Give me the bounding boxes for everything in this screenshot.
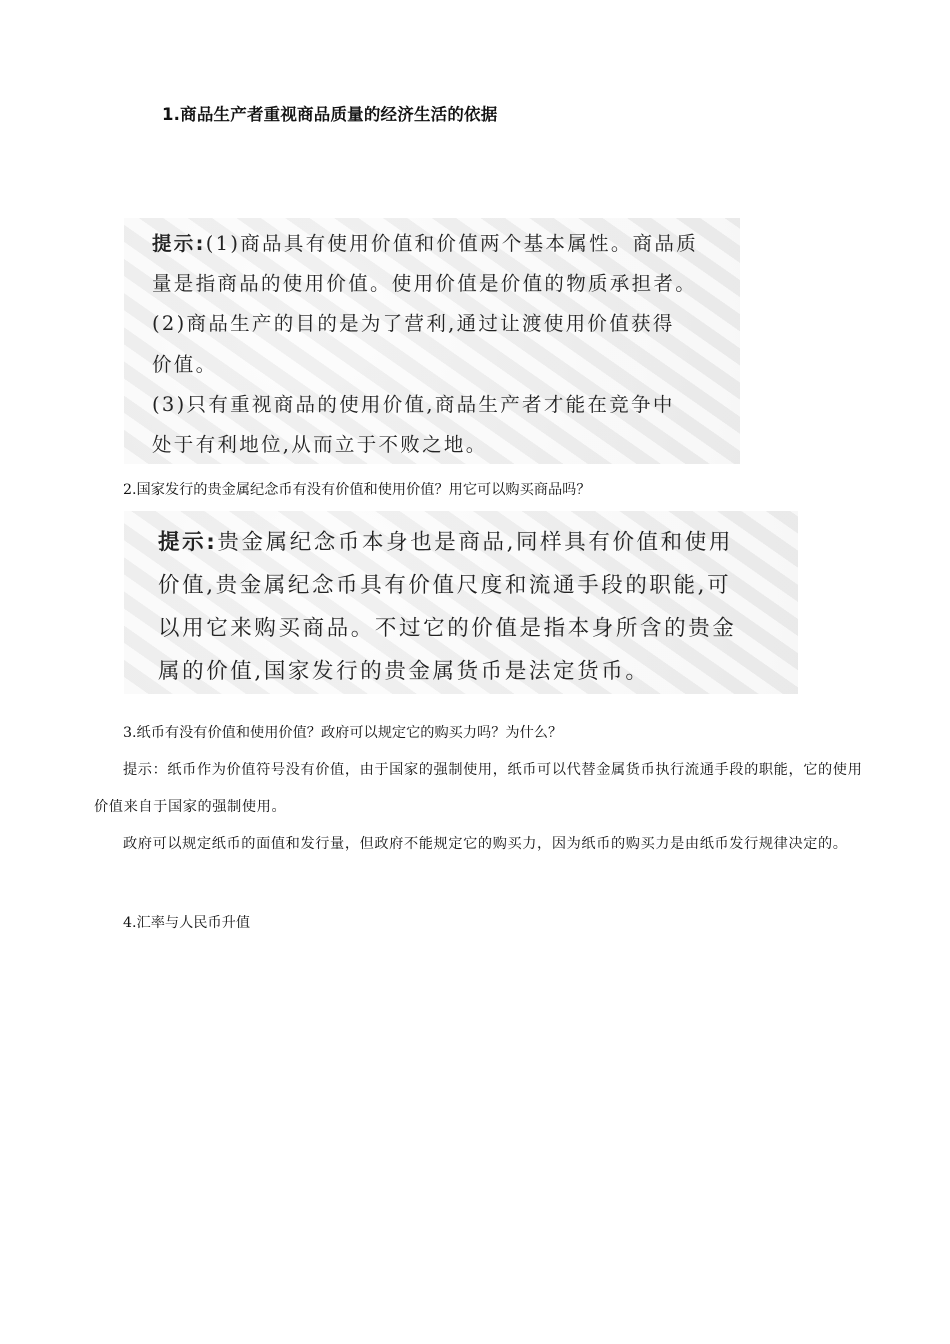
section1-excerpt-image	[124, 218, 740, 464]
excerpt1-line-6: 处于有利地位,从而立于不败之地。	[152, 433, 488, 456]
excerpt2-line-2: 价值,贵金属纪念币具有价值尺度和流通手段的职能,可	[158, 573, 732, 598]
excerpt2-line-3: 以用它来购买商品。不过它的价值是指本身所含的贵金	[158, 616, 737, 641]
section4-heading: 4.汇率与人民币升值	[123, 915, 251, 931]
excerpt1-line-5: (3)只有重视商品的使用价值,商品生产者才能在竞争中	[152, 393, 675, 416]
excerpt1-line-1: 提示:(1)商品具有使用价值和价值两个基本属性。商品质	[152, 232, 699, 255]
section1-heading: 1.商品生产者重视商品质量的经济生活的依据	[162, 105, 498, 124]
section3-answer-paragraph-2: 政府可以规定纸币的面值和发行量，但政府不能规定它的购买力，因为纸币的购买力是由纸币发行规律决定的。	[123, 836, 848, 852]
section2-excerpt-image	[124, 511, 798, 694]
section3-question: 3.纸币有没有价值和使用价值？政府可以规定它的购买力吗？为什么？	[123, 725, 563, 741]
section3-answer-paragraph-1: 提示：纸币作为价值符号没有价值，由于国家的强制使用，纸币可以代替金属货币执行流通手段的职能，它的使用价值来自于国家的强制使用。	[94, 762, 863, 815]
excerpt2-label: 提示:	[158, 530, 218, 555]
excerpt2-line-4: 属的价值,国家发行的贵金属货币是法定货币。	[158, 659, 650, 684]
excerpt1-line-2: 量是指商品的使用价值。使用价值是价值的物质承担者。	[152, 272, 698, 295]
excerpt1-line-4: 价值。	[152, 353, 218, 376]
section2-question: 2.国家发行的贵金属纪念币有没有价值和使用价值？用它可以购买商品吗？	[123, 482, 591, 498]
excerpt1-label: 提示:	[152, 232, 206, 255]
excerpt1-line-3: (2)商品生产的目的是为了营利,通过让渡使用价值获得	[152, 312, 675, 335]
excerpt2-line-1: 提示:贵金属纪念币本身也是商品,同样具有价值和使用	[158, 530, 733, 555]
